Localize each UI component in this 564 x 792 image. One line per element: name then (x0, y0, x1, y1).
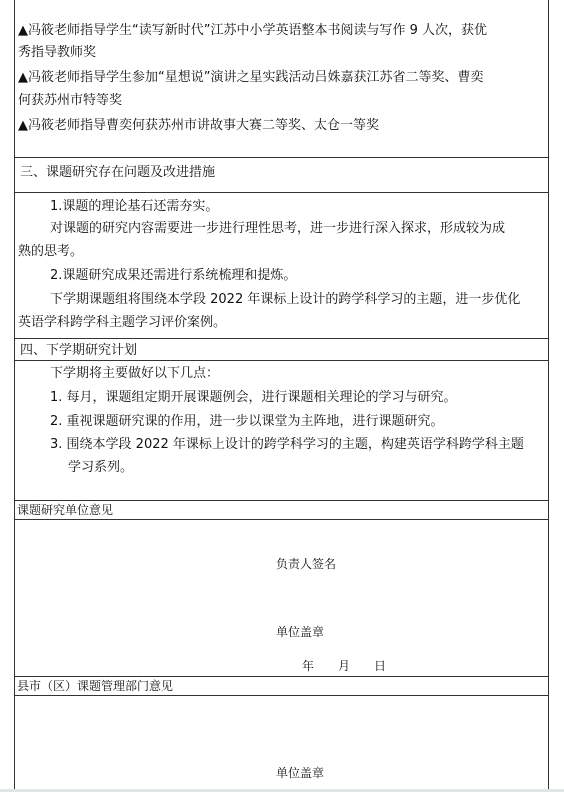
section-heading-unit-opinion: 课题研究单位意见 (17, 503, 114, 517)
achievement-line-1: ▲冯筱老师指导学生“读写新时代”江苏中小学英语整本书阅读与写作 9 人次，获优 (18, 23, 488, 38)
problem-point-1: 1.课题的理论基石还需夯实。 (50, 199, 219, 214)
achievement-line-2: 秀指导教师奖 (18, 45, 97, 60)
plan-item-2: 2. 重视课题研究课的作用，进一步以课堂为主阵地，进行课题研究。 (50, 414, 444, 429)
section-heading-plan: 四、下学期研究计划 (20, 343, 138, 358)
row-divider (14, 360, 549, 361)
county-seal-label: 单位盖章 (276, 766, 325, 780)
row-divider (14, 500, 549, 501)
problem-point-2: 2.课题研究成果还需进行系统梳理和提炼。 (50, 268, 297, 283)
date-label: 年 月 日 (302, 659, 387, 673)
achievement-line-4: 何获苏州市特等奖 (18, 93, 123, 108)
row-divider (14, 676, 549, 677)
problem-detail-2-cont: 英语学科跨学科主题学习评价案例。 (18, 315, 227, 330)
problem-detail-2: 下学期课题组将围绕本学段 2022 年课标上设计的跨学科学习的主题，进一步优化 (50, 292, 521, 307)
plan-item-1: 1. 每月，课题组定期开展课题例会，进行课题相关理论的学习与研究。 (50, 390, 457, 405)
row-divider (14, 519, 549, 520)
row-divider (14, 192, 549, 193)
problem-detail-1-cont: 熟的思考。 (18, 244, 84, 259)
achievement-line-5: ▲冯筱老师指导曹奕何获苏州市讲故事大赛二等奖、太仓一等奖 (18, 118, 379, 133)
achievement-line-3: ▲冯筱老师指导学生参加“星想说”演讲之星实践活动吕姝嘉获江苏省二等奖、曹奕 (18, 70, 484, 85)
unit-seal-label: 单位盖章 (276, 625, 325, 639)
plan-item-3-cont: 学习系列。 (68, 460, 134, 475)
problem-detail-1: 对课题的研究内容需要进一步进行理性思考，进一步进行深入探求，形成较为成 (50, 221, 506, 236)
row-divider (14, 338, 549, 339)
signature-label: 负责人签名 (276, 557, 337, 571)
plan-intro: 下学期将主要做好以下几点： (50, 366, 220, 381)
section-heading-problems: 三、课题研究存在问题及改进措施 (20, 165, 216, 180)
plan-item-3: 3. 围绕本学段 2022 年课标上设计的跨学科学习的主题，构建英语学科跨学科主题 (50, 437, 524, 452)
section-heading-county-opinion: 县市（区）课题管理部门意见 (17, 679, 174, 693)
row-divider (14, 157, 549, 158)
row-divider (14, 695, 549, 696)
